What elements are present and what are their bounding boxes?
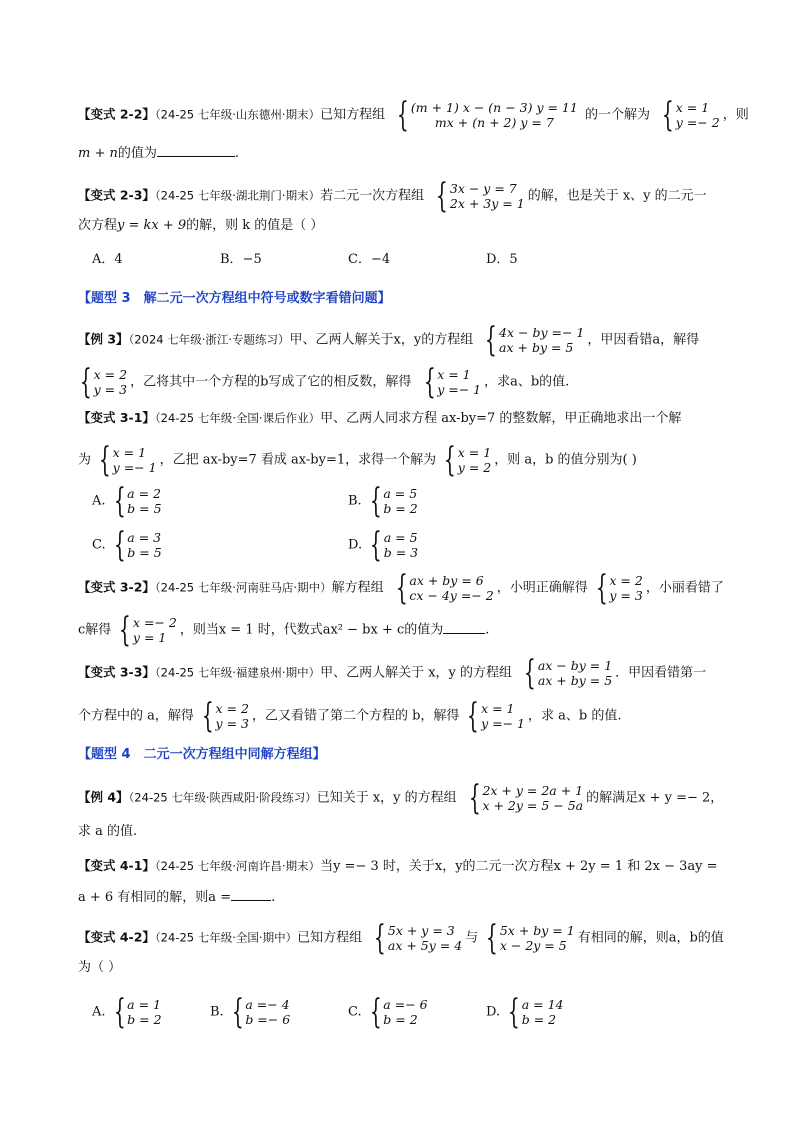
text: 的一个解为 [584, 107, 650, 123]
text: 已知关于 x，y 的方程组 [316, 790, 457, 806]
variant-4-1-line2 [78, 886, 718, 908]
text: 甲、乙两人同求方程 ax-by=7 的整数解，甲正确地求出一个解 [320, 411, 682, 426]
option-b[interactable]: B．−5 [220, 252, 262, 267]
variant-3-3 [78, 653, 718, 693]
variant-3-1 [78, 408, 718, 429]
equation-system: { ax − by = 1 ax + by = 5 [524, 653, 613, 693]
eq: x = 2 [609, 573, 643, 588]
section-heading-3: 【题型 3 解二元一次方程组中符号或数字看错问题】 [78, 291, 391, 306]
eq: x = 1 [675, 100, 710, 115]
text: 与 [465, 930, 479, 946]
eq: x =− 2 [132, 615, 177, 630]
eq: mx + (n + 2) y = 7 [434, 115, 554, 130]
eq: x = 2 [215, 701, 249, 716]
source: （24-25 七年级·山东德州·期末） [154, 107, 321, 122]
eq: 3x − y = 7 [449, 181, 517, 196]
eq: x = 2 [93, 367, 128, 382]
solution-system: { x = 2 y = 3 [201, 696, 249, 736]
expr: m + n [78, 146, 118, 161]
option-b[interactable]: B. { a =− 4 b =− 6 [210, 992, 291, 1032]
eq: x = 1 [437, 367, 471, 382]
solution-system: { x =− 2 y = 1 [119, 610, 177, 650]
option-d[interactable]: D. { a = 5 b = 3 [348, 525, 419, 565]
eq: y =− 2 [675, 115, 720, 130]
text: 次方程 [78, 218, 118, 233]
label: 【例 3】 [78, 331, 129, 347]
example-4 [78, 778, 724, 818]
text: 已知方程组 [320, 107, 386, 123]
text: 当y =− 3 时，关于x，y的二元一次方程x + 2y = 1 和 2x − 3ay = [320, 859, 718, 874]
eq: 2x + y = 2a + 1 [482, 783, 584, 798]
text: ，求 a、b 的值. [528, 708, 622, 724]
source: （24-25 七年级·河南驻马店·期中） [154, 580, 332, 595]
variant-3-3-line2 [78, 696, 718, 736]
eq: ax + by = 5 [499, 340, 574, 355]
example-3-line2 [72, 362, 712, 402]
answer-blank[interactable] [157, 142, 235, 157]
text: ，乙又看错了第二个方程的 b，解得 [251, 708, 460, 724]
eq: 4x − by =− 1 [499, 325, 585, 340]
variant-4-1 [78, 856, 718, 877]
variant-2-3-line2 [78, 216, 718, 236]
source: （24-25 七年级·陕西咸阳·阶段练习） [128, 790, 317, 805]
text: . [485, 622, 490, 638]
eq: y =− 1 [481, 716, 525, 731]
eq: y = 2 [457, 460, 492, 475]
example-3 [78, 320, 718, 360]
text: . [271, 890, 276, 905]
eq: y =− 1 [112, 460, 157, 475]
source: （24-25 七年级·福建泉州·期中） [154, 665, 321, 680]
answer-blank[interactable] [443, 619, 485, 634]
solution-system: { x = 1 y =− 1 [423, 362, 482, 402]
label: 【变式 3-1】 [78, 410, 155, 425]
eq: ax − by = 1 [537, 658, 613, 673]
source: （2024 七年级·浙江·专题练习） [128, 332, 290, 347]
text: a + 6 有相同的解，则a = [78, 890, 232, 905]
solution-system: { x = 1 y = 2 [444, 440, 492, 480]
eq: ax + by = 5 [537, 673, 613, 688]
variant-3-2-line2 [78, 610, 718, 650]
solution-system: { x = 2 y = 3 [79, 362, 128, 402]
variant-4-2-line2 [78, 958, 718, 978]
source: （24-25 七年级·全国·期中） [154, 930, 298, 945]
source: （24-25 七年级·全国·课后作业） [154, 411, 321, 425]
eq: x − 2y = 5 [499, 938, 567, 953]
option-c[interactable]: C．−4 [348, 252, 391, 267]
solution-system: { x = 1 y =− 2 [662, 95, 720, 135]
option-d[interactable]: D. { a = 14 b = 2 [486, 992, 564, 1032]
eq: 5x + by = 1 [499, 923, 575, 938]
equation-system: { 2x + y = 2a + 1 x + 2y = 5 − 5a [468, 778, 584, 818]
equation-system: { 3x − y = 7 2x + 3y = 1 [436, 176, 525, 216]
eq: x + 2y = 5 − 5a [482, 798, 584, 813]
text: 甲、乙两人解关于x，y的方程组 [289, 332, 474, 348]
variant-2-2-line2 [78, 142, 718, 164]
answer-blank[interactable] [231, 886, 271, 901]
option-c[interactable]: C. { a =− 6 b = 2 [348, 992, 428, 1032]
variant-3-1-line2 [78, 440, 718, 480]
variant-2-3 [78, 176, 718, 216]
option-a[interactable]: A．4 [92, 252, 123, 267]
text: ，甲因看错a，解得 [587, 332, 700, 348]
equation-system: { ax + by = 6 cx − 4y =− 2 [395, 568, 494, 608]
label: 【变式 3-2】 [78, 579, 155, 595]
text: ，乙将其中一个方程的b写成了它的相反数，解得 [130, 374, 412, 390]
text: c解得 [78, 622, 112, 638]
text: ．甲因看错第一 [615, 665, 707, 681]
solution-system: { x = 1 y =− 1 [98, 440, 157, 480]
option-a[interactable]: A. { a = 2 b = 5 [92, 481, 162, 521]
text: 为（ ） [78, 960, 122, 975]
text: 有相同的解，则a，b的值 [577, 930, 724, 946]
source: （24-25 七年级·河南许昌·期末） [154, 859, 321, 873]
label: 【变式 2-3】 [78, 187, 155, 203]
text: 的解满足x + y =− 2， [586, 790, 724, 806]
equation-system: { 4x − by =− 1 ax + by = 5 [485, 320, 585, 360]
eq: y = 3 [609, 588, 643, 603]
text: 为 [78, 452, 92, 468]
text: ，求a、b的值. [484, 374, 570, 390]
equation-system: { (m + 1) x − (n − 3) y = 11 mx + (n + 2) y = 7 [397, 95, 578, 135]
equation-system: { 5x + by = 1 x − 2y = 5 [486, 918, 575, 958]
example-4-line2 [78, 822, 718, 842]
label: 【变式 4-2】 [78, 929, 155, 945]
variant-4-2 [78, 918, 724, 958]
option-b[interactable]: B. { a = 5 b = 2 [348, 481, 418, 521]
text: . [234, 146, 240, 161]
eq: cx − 4y =− 2 [409, 588, 494, 603]
text: 甲、乙两人解关于 x，y 的方程组 [320, 665, 513, 681]
variant-3-2 [78, 568, 724, 608]
solution-system: { x = 2 y = 3 [595, 568, 643, 608]
source: （24-25 七年级·湖北荆门·期末） [154, 188, 321, 203]
option-a[interactable]: A. { a = 1 b = 2 [92, 992, 162, 1032]
text: ，则 a，b 的值分别为( ) [494, 452, 637, 468]
text: 个方程中的 a，解得 [78, 708, 194, 724]
eq: ax + 5y = 4 [387, 938, 463, 953]
eq: (m + 1) x − (n − 3) y = 11 [410, 100, 578, 115]
eq: x = 1 [112, 445, 147, 460]
label: 【变式 3-3】 [78, 664, 155, 680]
variant-2-2 [78, 95, 749, 135]
text: ，则当x = 1 时，代数式ax² − bx + c的值为 [179, 622, 444, 638]
text: 若二元一次方程组 [320, 188, 425, 204]
text: 的值为 [117, 146, 157, 161]
eq: ax + by = 6 [409, 573, 484, 588]
expr: y = kx + 9 [117, 218, 187, 233]
option-d[interactable]: D．5 [486, 252, 518, 267]
text: 解方程组 [331, 580, 384, 596]
label: 【变式 2-2】 [78, 106, 155, 122]
text: 的解，则 k 的值是（ ） [186, 218, 324, 233]
equation-system: { 5x + y = 3 ax + 5y = 4 [374, 918, 463, 958]
eq: y = 1 [132, 630, 167, 645]
section-heading-4: 【题型 4 二元一次方程组中同解方程组】 [78, 747, 326, 762]
text: ，乙把 ax-by=7 看成 ax-by=1，求得一个解为 [159, 452, 437, 468]
eq: 2x + 3y = 1 [449, 196, 525, 211]
eq: x = 1 [481, 701, 515, 716]
text: ，则 [722, 107, 749, 123]
text: 的解，也是关于 x、y 的二元一 [527, 188, 707, 204]
eq: y =− 1 [437, 382, 482, 397]
text: 求 a 的值. [78, 824, 138, 839]
text: ，小明正确解得 [496, 580, 588, 596]
eq: y = 3 [215, 716, 249, 731]
eq: x = 1 [457, 445, 492, 460]
solution-system: { x = 1 y =− 1 [467, 696, 525, 736]
text: ，小丽看错了 [645, 580, 724, 596]
text: 已知方程组 [297, 930, 363, 946]
label: 【变式 4-1】 [78, 858, 155, 873]
label: 【例 4】 [78, 789, 129, 805]
option-c[interactable]: C. { a = 3 b = 5 [92, 525, 162, 565]
eq: y = 3 [93, 382, 128, 397]
eq: 5x + y = 3 [387, 923, 455, 938]
